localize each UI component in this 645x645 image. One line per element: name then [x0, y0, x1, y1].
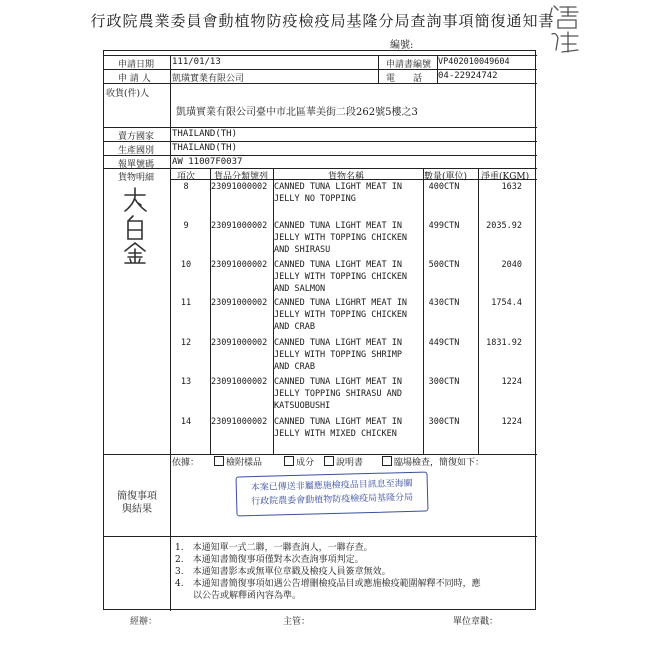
- row-name: CANNED TUNA LIGHT MEAT IN JELLY TOPPING SHIRASU AND KATSUOBUSHI: [274, 377, 402, 411]
- row-qty: 300CTN: [428, 377, 460, 387]
- row-net: 1224: [501, 417, 522, 427]
- origin-label: 生產國別: [118, 146, 155, 156]
- footer-unit-seal: 單位章戳：: [453, 617, 499, 627]
- checkbox-composition[interactable]: [284, 455, 314, 468]
- checkbox-manual[interactable]: [324, 455, 363, 468]
- declaration-value: AW 11007F0037: [172, 157, 243, 167]
- checkbox-onsite-label: 臨場檢查，簡復如下：: [394, 458, 485, 468]
- row-item: 13: [180, 377, 192, 387]
- row-net: 2040: [501, 260, 522, 270]
- origin-value: THAILAND(TH): [172, 143, 238, 153]
- row-qty: 449CTN: [428, 338, 460, 348]
- handwritten-annotation: [120, 185, 150, 265]
- note-item: 4. 本通知書簡復事項如遇公告增刪檢疫品目或應施檢疫範圍解釋不同時，應: [175, 579, 481, 589]
- stamp-line-1: 本案已傳送非屬應施檢疫品目訊息至海關: [250, 478, 413, 494]
- row-name: CANNED TUNA LIGHT MEAT IN JELLY WITH MIXED CHICKEN: [274, 417, 402, 439]
- seller-value: THAILAND(TH): [172, 129, 238, 139]
- col-net-header: 淨重(KGM): [481, 172, 530, 182]
- footer-handler: 經辦：: [130, 617, 158, 627]
- checkbox-manual-label: 說明書: [336, 458, 364, 468]
- row-name: CANNED TUNA LIGHT MEAT IN JELLY WITH TOPPING SHRIMP AND CRAB: [274, 338, 402, 372]
- apply-date-value: 111/01/13: [172, 57, 221, 67]
- row-qty: 499CTN: [428, 221, 460, 231]
- applicant-value: 凱璜實業有限公司: [172, 74, 245, 84]
- app-no-value: VP402010049604: [438, 57, 510, 67]
- row-code: 23091000002: [211, 298, 268, 308]
- reply-label-line1: 簡復事項: [117, 491, 157, 502]
- row-item: 8: [183, 182, 189, 192]
- note-item: 1. 本通知單一式二聯，一聯查詢人，一聯存查。: [175, 543, 373, 553]
- row-name: CANNED TUNA LIGHT MEAT IN JELLY WITH TOPPING CHICKEN AND SHIRASU: [274, 221, 408, 255]
- col-name-header: 貨物名稱: [328, 172, 365, 182]
- basis-label: 依據：: [172, 458, 200, 468]
- col-code-header: 貨品分類號列: [214, 172, 269, 182]
- row-divider: [104, 141, 537, 142]
- row-item: 9: [183, 221, 189, 231]
- goods-label: 貨物明細: [118, 173, 155, 183]
- row-qty: 430CTN: [428, 298, 460, 308]
- col-item-header: 項次: [177, 172, 196, 182]
- row-name: CANNED TUNA LIGHT MEAT IN JELLY NO TOPPING: [274, 182, 402, 204]
- apply-date-label: 申請日期: [118, 60, 155, 70]
- checkbox-onsite[interactable]: [382, 455, 484, 468]
- row-code: 23091000002: [211, 182, 268, 192]
- row-name: CANNED TUNA LIGHT MEAT IN JELLY WITH TOPPING CHICKEN AND SALMON: [274, 260, 408, 294]
- row-divider: [104, 168, 537, 169]
- column-divider: [378, 55, 379, 83]
- row-qty: 300CTN: [428, 417, 460, 427]
- row-item: 12: [180, 338, 192, 348]
- handwritten-signature: [546, 2, 586, 57]
- column-divider: [170, 454, 171, 536]
- row-divider: [104, 83, 537, 84]
- row-code: 23091000002: [211, 417, 268, 427]
- row-item: 10: [180, 260, 192, 270]
- footer-supervisor: 主管：: [283, 617, 311, 627]
- row-divider: [104, 536, 537, 537]
- row-name: CANNED TUNA LIGHRT MEAT IN JELLY WITH TOPPING CHICKEN AND CRAB: [274, 298, 408, 332]
- stamp-line-2: 行政院農委會動植物防疫檢疫局基隆分局: [251, 492, 414, 508]
- checkbox-composition-label: 成分: [296, 458, 315, 468]
- notes-list: [175, 542, 481, 602]
- row-code: 23091000002: [211, 221, 268, 231]
- phone-value: 04-22924742: [438, 71, 498, 81]
- row-net: 1224: [501, 377, 522, 387]
- row-code: 23091000002: [211, 377, 268, 387]
- row-code: 23091000002: [211, 260, 268, 270]
- recipient-value: 凱璜實業有限公司臺中市北區華美街二段262號5樓之3: [176, 107, 418, 118]
- row-qty: 500CTN: [428, 260, 460, 270]
- row-code: 23091000002: [211, 338, 268, 348]
- seller-label: 賣方國家: [118, 132, 155, 142]
- row-divider: [104, 127, 537, 128]
- note-item: 3. 本通知書影本或無單位章戳及檢疫人員簽章無效。: [175, 567, 391, 577]
- row-qty: 400CTN: [428, 182, 460, 192]
- reply-label-line2: 與結果: [122, 504, 152, 515]
- checkbox-sample[interactable]: [214, 455, 262, 468]
- recipient-label: 收貨(件)人: [106, 89, 150, 99]
- note-item: 以公告或解釋函內容為準。: [175, 591, 302, 601]
- column-divider: [170, 55, 171, 454]
- serial-label: 編號:: [390, 40, 414, 51]
- row-net: 1632: [501, 182, 522, 192]
- checkbox-sample-label: 檢附樣品: [226, 458, 263, 468]
- declaration-label: 報單號碼: [118, 160, 155, 170]
- app-no-label: 申請書編號: [386, 60, 432, 70]
- applicant-label: 申 請 人: [118, 74, 151, 84]
- document-title: 行政院農業委員會動植物防疫檢疫局基隆分局查詢事項簡復通知書: [90, 12, 555, 30]
- col-qty-header: 數量(單位): [424, 172, 468, 182]
- row-item: 11: [180, 298, 192, 308]
- column-divider: [210, 168, 211, 454]
- row-divider: [104, 155, 537, 156]
- row-net: 2035.92: [486, 221, 522, 231]
- row-divider: [104, 55, 537, 56]
- column-divider: [478, 168, 479, 454]
- note-item: 2. 本通知書簡復事項僅對本次查詢事項判定。: [175, 555, 364, 565]
- row-item: 14: [180, 417, 192, 427]
- official-stamp: [236, 471, 429, 516]
- column-divider: [170, 536, 171, 611]
- row-divider: [104, 69, 537, 70]
- row-net: 1831.92: [486, 338, 522, 348]
- phone-label: 電 話: [386, 74, 423, 84]
- row-net: 1754.4: [491, 298, 522, 308]
